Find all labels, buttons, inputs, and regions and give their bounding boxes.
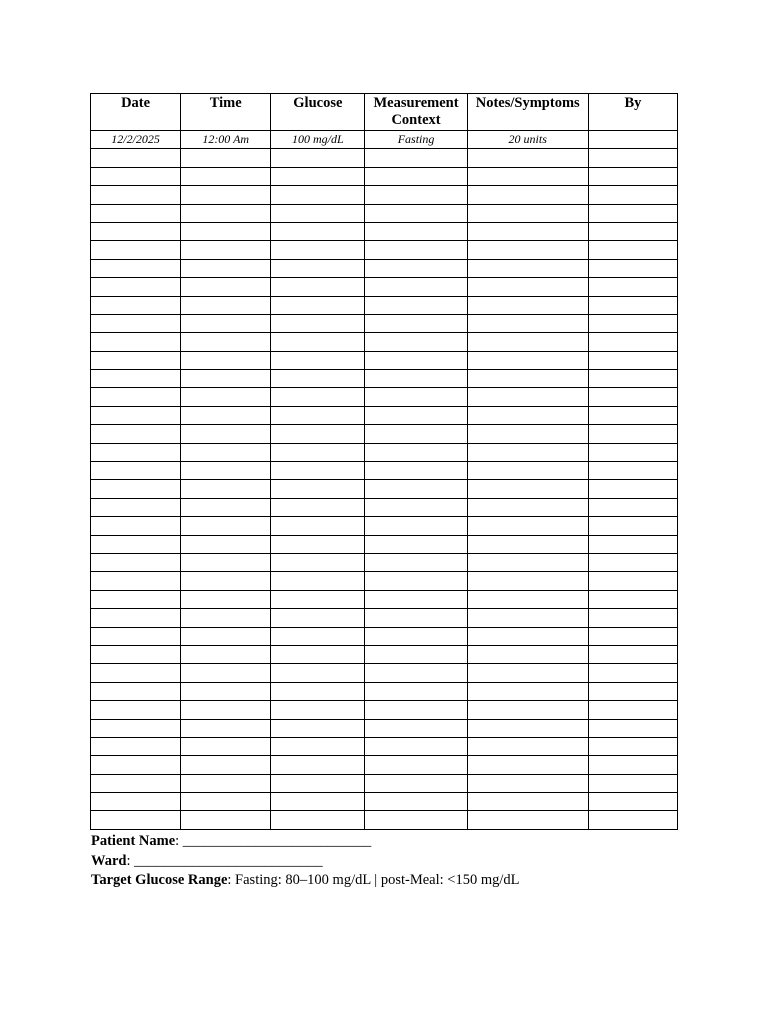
cell-time[interactable] — [181, 535, 271, 553]
cell-date[interactable] — [91, 186, 181, 204]
cell-date[interactable] — [91, 259, 181, 277]
table-row — [91, 793, 678, 811]
cell-by[interactable] — [588, 572, 677, 590]
cell-measurement-context[interactable] — [365, 590, 467, 608]
cell-by[interactable] — [588, 627, 677, 645]
table-row — [91, 719, 678, 737]
cell-measurement-context[interactable]: Fasting — [365, 131, 467, 149]
cell-glucose[interactable] — [271, 425, 365, 443]
cell-by[interactable] — [588, 131, 677, 149]
cell-by[interactable] — [588, 149, 677, 167]
cell-measurement-context[interactable] — [365, 793, 467, 811]
cell-glucose[interactable]: 100 mg/dL — [271, 131, 365, 149]
cell-time[interactable] — [181, 701, 271, 719]
patient-name-line — [91, 832, 519, 852]
cell-glucose[interactable] — [271, 645, 365, 663]
cell-date[interactable] — [91, 388, 181, 406]
cell-measurement-context[interactable] — [365, 553, 467, 571]
cell-by[interactable] — [588, 278, 677, 296]
cell-notes-symptoms[interactable] — [467, 627, 588, 645]
ward-line — [91, 852, 519, 872]
cell-notes-symptoms[interactable] — [467, 793, 588, 811]
cell-time[interactable] — [181, 443, 271, 461]
cell-by[interactable] — [588, 535, 677, 553]
table-row — [91, 222, 678, 240]
cell-time[interactable] — [181, 590, 271, 608]
cell-glucose[interactable] — [271, 222, 365, 240]
cell-date[interactable] — [91, 480, 181, 498]
cell-glucose[interactable] — [271, 462, 365, 480]
cell-glucose[interactable] — [271, 388, 365, 406]
cell-time[interactable] — [181, 204, 271, 222]
cell-date[interactable] — [91, 370, 181, 388]
cell-date[interactable] — [91, 535, 181, 553]
cell-glucose[interactable] — [271, 517, 365, 535]
cell-measurement-context[interactable] — [365, 719, 467, 737]
table-row — [91, 425, 678, 443]
cell-glucose[interactable] — [271, 590, 365, 608]
cell-by[interactable] — [588, 774, 677, 792]
cell-notes-symptoms[interactable] — [467, 222, 588, 240]
cell-glucose[interactable] — [271, 701, 365, 719]
cell-notes-symptoms[interactable] — [467, 682, 588, 700]
cell-by[interactable] — [588, 498, 677, 516]
cell-measurement-context[interactable] — [365, 333, 467, 351]
cell-glucose[interactable] — [271, 443, 365, 461]
cell-notes-symptoms[interactable] — [467, 370, 588, 388]
cell-glucose[interactable] — [271, 149, 365, 167]
table-row — [91, 443, 678, 461]
cell-time[interactable] — [181, 186, 271, 204]
cell-notes-symptoms[interactable] — [467, 664, 588, 682]
cell-by[interactable] — [588, 314, 677, 332]
cell-measurement-context[interactable] — [365, 443, 467, 461]
cell-date[interactable] — [91, 793, 181, 811]
cell-notes-symptoms[interactable] — [467, 645, 588, 663]
cell-time[interactable] — [181, 756, 271, 774]
table-row — [91, 572, 678, 590]
cell-by[interactable] — [588, 443, 677, 461]
cell-measurement-context[interactable] — [365, 370, 467, 388]
cell-time[interactable] — [181, 609, 271, 627]
cell-by[interactable] — [588, 811, 677, 829]
cell-date[interactable] — [91, 774, 181, 792]
cell-time[interactable] — [181, 425, 271, 443]
cell-by[interactable] — [588, 296, 677, 314]
cell-notes-symptoms[interactable] — [467, 443, 588, 461]
table-row — [91, 627, 678, 645]
cell-time[interactable] — [181, 333, 271, 351]
cell-notes-symptoms[interactable] — [467, 719, 588, 737]
cell-measurement-context[interactable] — [365, 774, 467, 792]
cell-measurement-context[interactable] — [365, 241, 467, 259]
cell-date[interactable] — [91, 645, 181, 663]
cell-notes-symptoms[interactable] — [467, 241, 588, 259]
cell-measurement-context[interactable] — [365, 204, 467, 222]
cell-notes-symptoms[interactable] — [467, 774, 588, 792]
table-row — [91, 370, 678, 388]
cell-glucose[interactable] — [271, 737, 365, 755]
cell-measurement-context[interactable] — [365, 664, 467, 682]
cell-date[interactable] — [91, 167, 181, 185]
cell-glucose[interactable] — [271, 259, 365, 277]
cell-date[interactable] — [91, 553, 181, 571]
cell-by[interactable] — [588, 186, 677, 204]
table-row — [91, 406, 678, 424]
cell-by[interactable] — [588, 406, 677, 424]
cell-glucose[interactable] — [271, 406, 365, 424]
cell-by[interactable] — [588, 259, 677, 277]
cell-notes-symptoms[interactable] — [467, 590, 588, 608]
table-row — [91, 535, 678, 553]
column-header-date: Date — [91, 94, 181, 131]
table-row — [91, 664, 678, 682]
cell-measurement-context[interactable] — [365, 572, 467, 590]
footer-fields — [91, 832, 519, 891]
table-row — [91, 314, 678, 332]
cell-by[interactable] — [588, 333, 677, 351]
cell-time[interactable] — [181, 498, 271, 516]
cell-glucose[interactable] — [271, 682, 365, 700]
cell-glucose[interactable] — [271, 756, 365, 774]
cell-notes-symptoms[interactable] — [467, 149, 588, 167]
cell-date[interactable] — [91, 737, 181, 755]
cell-date[interactable] — [91, 222, 181, 240]
cell-by[interactable] — [588, 480, 677, 498]
cell-measurement-context[interactable] — [365, 682, 467, 700]
cell-notes-symptoms[interactable] — [467, 259, 588, 277]
cell-notes-symptoms[interactable] — [467, 406, 588, 424]
cell-glucose[interactable] — [271, 186, 365, 204]
cell-glucose[interactable] — [271, 627, 365, 645]
cell-by[interactable] — [588, 664, 677, 682]
cell-time[interactable] — [181, 811, 271, 829]
table-row — [91, 609, 678, 627]
cell-measurement-context[interactable] — [365, 756, 467, 774]
cell-date[interactable] — [91, 682, 181, 700]
cell-date[interactable] — [91, 314, 181, 332]
cell-notes-symptoms[interactable] — [467, 314, 588, 332]
cell-date[interactable] — [91, 498, 181, 516]
cell-time[interactable] — [181, 406, 271, 424]
cell-glucose[interactable] — [271, 719, 365, 737]
cell-measurement-context[interactable] — [365, 259, 467, 277]
cell-time[interactable] — [181, 737, 271, 755]
table-row — [91, 774, 678, 792]
cell-date[interactable] — [91, 572, 181, 590]
cell-notes-symptoms[interactable]: 20 units — [467, 131, 588, 149]
table-row — [91, 811, 678, 829]
cell-time[interactable] — [181, 167, 271, 185]
cell-by[interactable] — [588, 222, 677, 240]
cell-time[interactable] — [181, 480, 271, 498]
cell-time[interactable] — [181, 774, 271, 792]
target-range-line — [91, 871, 519, 891]
cell-time[interactable] — [181, 296, 271, 314]
cell-notes-symptoms[interactable] — [467, 811, 588, 829]
table-row — [91, 498, 678, 516]
cell-notes-symptoms[interactable] — [467, 517, 588, 535]
cell-notes-symptoms[interactable] — [467, 388, 588, 406]
cell-measurement-context[interactable] — [365, 278, 467, 296]
cell-time[interactable]: 12:00 Am — [181, 131, 271, 149]
cell-measurement-context[interactable] — [365, 701, 467, 719]
cell-glucose[interactable] — [271, 609, 365, 627]
cell-date[interactable] — [91, 719, 181, 737]
cell-glucose[interactable] — [271, 535, 365, 553]
cell-by[interactable] — [588, 737, 677, 755]
cell-date[interactable] — [91, 811, 181, 829]
table-row — [91, 131, 678, 149]
cell-time[interactable] — [181, 370, 271, 388]
cell-measurement-context[interactable] — [365, 149, 467, 167]
cell-notes-symptoms[interactable] — [467, 333, 588, 351]
cell-by[interactable] — [588, 590, 677, 608]
cell-by[interactable] — [588, 388, 677, 406]
target-range-value: : Fasting: 80–100 mg/dL | post-Meal: <150 mg/dL — [227, 872, 520, 888]
cell-glucose[interactable] — [271, 370, 365, 388]
cell-measurement-context[interactable] — [365, 388, 467, 406]
cell-time[interactable] — [181, 241, 271, 259]
cell-measurement-context[interactable] — [365, 609, 467, 627]
cell-date[interactable] — [91, 204, 181, 222]
cell-notes-symptoms[interactable] — [467, 553, 588, 571]
column-header-notes-symptoms: Notes/Symptoms — [467, 94, 588, 131]
cell-by[interactable] — [588, 645, 677, 663]
cell-notes-symptoms[interactable] — [467, 186, 588, 204]
cell-date[interactable] — [91, 517, 181, 535]
cell-time[interactable] — [181, 682, 271, 700]
cell-time[interactable] — [181, 278, 271, 296]
cell-by[interactable] — [588, 517, 677, 535]
cell-notes-symptoms[interactable] — [467, 701, 588, 719]
table-row — [91, 756, 678, 774]
cell-notes-symptoms[interactable] — [467, 535, 588, 553]
table-row — [91, 241, 678, 259]
cell-date[interactable] — [91, 590, 181, 608]
cell-date[interactable] — [91, 333, 181, 351]
cell-notes-symptoms[interactable] — [467, 609, 588, 627]
cell-date[interactable] — [91, 756, 181, 774]
cell-date[interactable] — [91, 351, 181, 369]
table-row — [91, 553, 678, 571]
ward-label: Ward — [91, 852, 127, 869]
table-row — [91, 167, 678, 185]
column-header-glucose: Glucose — [271, 94, 365, 131]
cell-date[interactable] — [91, 406, 181, 424]
table-row — [91, 351, 678, 369]
cell-date[interactable] — [91, 241, 181, 259]
cell-notes-symptoms[interactable] — [467, 572, 588, 590]
cell-date[interactable] — [91, 609, 181, 627]
cell-time[interactable] — [181, 553, 271, 571]
cell-measurement-context[interactable] — [365, 811, 467, 829]
cell-glucose[interactable] — [271, 204, 365, 222]
cell-time[interactable] — [181, 793, 271, 811]
cell-glucose[interactable] — [271, 572, 365, 590]
cell-by[interactable] — [588, 370, 677, 388]
table-row — [91, 645, 678, 663]
cell-measurement-context[interactable] — [365, 314, 467, 332]
cell-time[interactable] — [181, 645, 271, 663]
cell-notes-symptoms[interactable] — [467, 480, 588, 498]
cell-date[interactable] — [91, 627, 181, 645]
cell-by[interactable] — [588, 682, 677, 700]
column-header-by: By — [588, 94, 677, 131]
cell-time[interactable] — [181, 149, 271, 167]
cell-date[interactable] — [91, 462, 181, 480]
cell-time[interactable] — [181, 314, 271, 332]
table-row — [91, 701, 678, 719]
cell-glucose[interactable] — [271, 314, 365, 332]
cell-measurement-context[interactable] — [365, 498, 467, 516]
table-row — [91, 517, 678, 535]
cell-by[interactable] — [588, 425, 677, 443]
cell-notes-symptoms[interactable] — [467, 278, 588, 296]
cell-measurement-context[interactable] — [365, 517, 467, 535]
cell-time[interactable] — [181, 222, 271, 240]
table-row — [91, 204, 678, 222]
ward-field[interactable]: : __________________________ — [126, 852, 323, 869]
cell-date[interactable] — [91, 149, 181, 167]
column-header-measurement-context: Measurement Context — [365, 94, 467, 131]
table-header-row — [91, 94, 678, 131]
cell-time[interactable] — [181, 719, 271, 737]
cell-time[interactable] — [181, 351, 271, 369]
cell-notes-symptoms[interactable] — [467, 425, 588, 443]
cell-time[interactable] — [181, 664, 271, 682]
cell-notes-symptoms[interactable] — [467, 167, 588, 185]
cell-by[interactable] — [588, 462, 677, 480]
cell-glucose[interactable] — [271, 296, 365, 314]
cell-by[interactable] — [588, 351, 677, 369]
cell-measurement-context[interactable] — [365, 425, 467, 443]
table-row — [91, 333, 678, 351]
cell-measurement-context[interactable] — [365, 406, 467, 424]
cell-notes-symptoms[interactable] — [467, 756, 588, 774]
cell-date[interactable] — [91, 664, 181, 682]
cell-notes-symptoms[interactable] — [467, 204, 588, 222]
table-row — [91, 296, 678, 314]
cell-measurement-context[interactable] — [365, 645, 467, 663]
cell-time[interactable] — [181, 517, 271, 535]
cell-measurement-context[interactable] — [365, 186, 467, 204]
cell-glucose[interactable] — [271, 333, 365, 351]
cell-glucose[interactable] — [271, 241, 365, 259]
cell-measurement-context[interactable] — [365, 351, 467, 369]
cell-by[interactable] — [588, 719, 677, 737]
table-row — [91, 737, 678, 755]
cell-date[interactable] — [91, 278, 181, 296]
glucose-log-table — [90, 93, 678, 830]
cell-time[interactable] — [181, 462, 271, 480]
patient-name-field[interactable]: : __________________________ — [175, 833, 372, 849]
cell-glucose[interactable] — [271, 793, 365, 811]
cell-by[interactable] — [588, 793, 677, 811]
cell-measurement-context[interactable] — [365, 167, 467, 185]
cell-notes-symptoms[interactable] — [467, 462, 588, 480]
cell-by[interactable] — [588, 204, 677, 222]
target-range-label: Target Glucose Range — [91, 872, 228, 888]
cell-date[interactable] — [91, 443, 181, 461]
cell-time[interactable] — [181, 627, 271, 645]
table-row — [91, 480, 678, 498]
cell-glucose[interactable] — [271, 278, 365, 296]
table-row — [91, 682, 678, 700]
cell-measurement-context[interactable] — [365, 737, 467, 755]
table-row — [91, 149, 678, 167]
cell-measurement-context[interactable] — [365, 627, 467, 645]
cell-measurement-context[interactable] — [365, 480, 467, 498]
table-row — [91, 590, 678, 608]
cell-by[interactable] — [588, 756, 677, 774]
table-row — [91, 278, 678, 296]
cell-by[interactable] — [588, 241, 677, 259]
table-body — [91, 131, 678, 830]
cell-glucose[interactable] — [271, 480, 365, 498]
cell-glucose[interactable] — [271, 498, 365, 516]
table-row — [91, 259, 678, 277]
cell-glucose[interactable] — [271, 167, 365, 185]
patient-name-label: Patient Name — [91, 833, 176, 849]
cell-by[interactable] — [588, 553, 677, 571]
cell-measurement-context[interactable] — [365, 296, 467, 314]
table-row — [91, 186, 678, 204]
cell-date[interactable] — [91, 296, 181, 314]
cell-glucose[interactable] — [271, 774, 365, 792]
table-row — [91, 388, 678, 406]
cell-by[interactable] — [588, 167, 677, 185]
cell-time[interactable] — [181, 572, 271, 590]
cell-by[interactable] — [588, 609, 677, 627]
cell-notes-symptoms[interactable] — [467, 498, 588, 516]
cell-glucose[interactable] — [271, 664, 365, 682]
cell-date[interactable]: 12/2/2025 — [91, 131, 181, 149]
cell-measurement-context[interactable] — [365, 462, 467, 480]
cell-time[interactable] — [181, 259, 271, 277]
cell-measurement-context[interactable] — [365, 222, 467, 240]
cell-glucose[interactable] — [271, 811, 365, 829]
cell-glucose[interactable] — [271, 553, 365, 571]
cell-date[interactable] — [91, 425, 181, 443]
cell-notes-symptoms[interactable] — [467, 737, 588, 755]
cell-measurement-context[interactable] — [365, 535, 467, 553]
cell-date[interactable] — [91, 701, 181, 719]
cell-notes-symptoms[interactable] — [467, 351, 588, 369]
cell-time[interactable] — [181, 388, 271, 406]
column-header-time: Time — [181, 94, 271, 131]
cell-glucose[interactable] — [271, 351, 365, 369]
table-row — [91, 462, 678, 480]
cell-notes-symptoms[interactable] — [467, 296, 588, 314]
cell-by[interactable] — [588, 701, 677, 719]
